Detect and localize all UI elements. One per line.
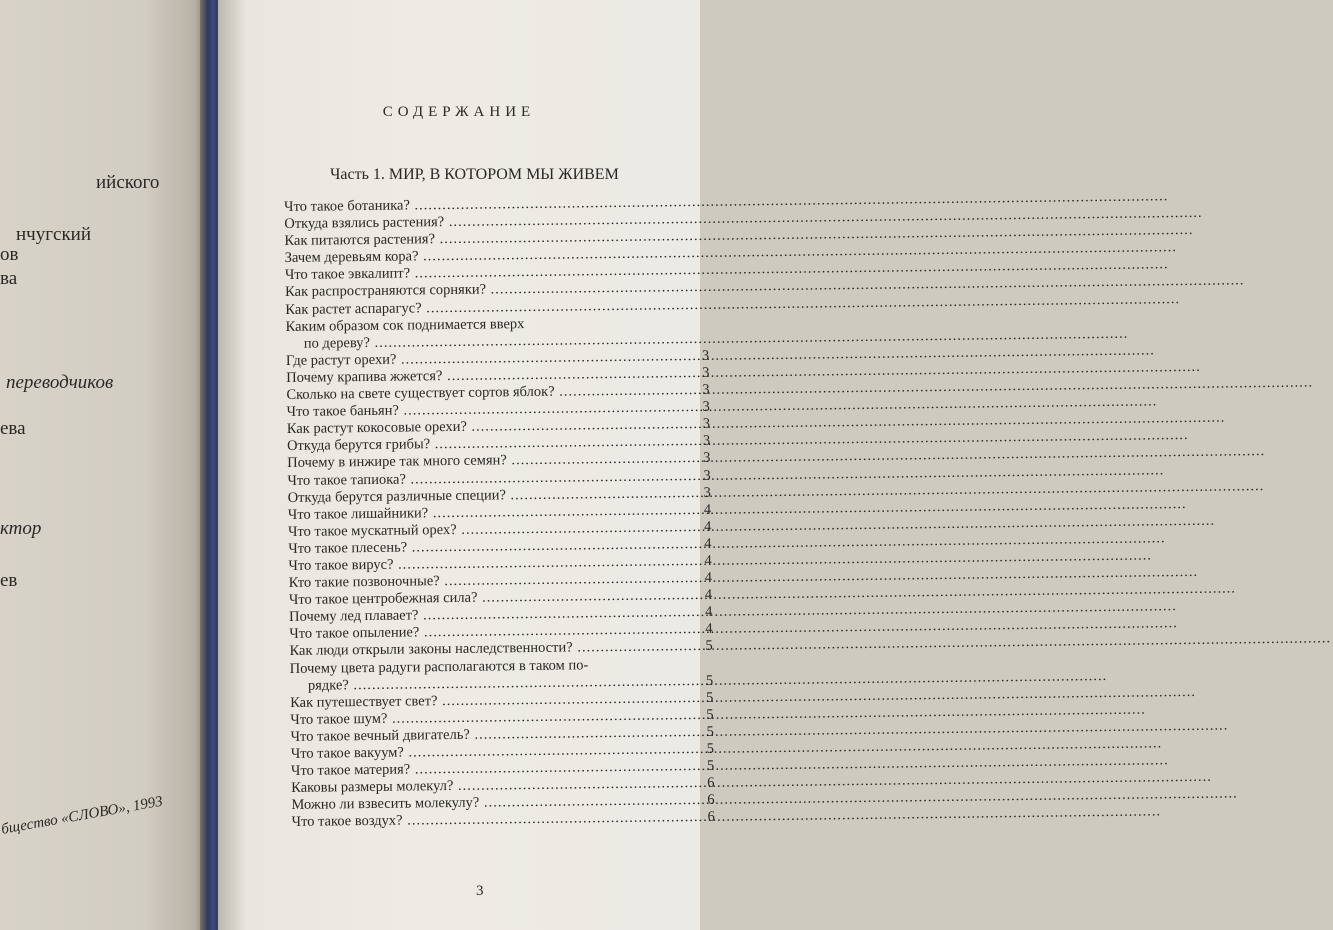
toc-list: [284, 194, 722, 832]
toc-entry-title: Кто такие позвоночные?: [288, 573, 440, 592]
toc-entry-title: Где растут орехи?: [285, 351, 397, 369]
left-fragment: ева: [0, 418, 26, 439]
toc-entry-page: 3: [702, 398, 710, 416]
toc-entry-title: рядке?: [307, 676, 349, 694]
toc-entry-title: Как путешествует свет?: [290, 692, 438, 711]
toc-entry-page: 4: [704, 535, 712, 552]
toc-entry-title: Почему в инжире так много семян?: [287, 452, 507, 472]
toc-entry-title: Откуда берутся грибы?: [286, 436, 431, 455]
toc-entry-title: Зачем деревьям кора?: [284, 248, 419, 267]
toc-entry-title: Что такое баньян?: [286, 402, 399, 421]
toc-entry-title: Что такое вирус?: [288, 556, 394, 574]
left-fragment: ийского: [96, 172, 160, 193]
toc-entry-title: Как распространяются сорняки?: [285, 282, 487, 301]
part-title: Часть 1. МИР, В КОТОРОМ МЫ ЖИВЕМ: [330, 166, 619, 183]
toc-entry-title: Почему лед плавает?: [289, 607, 419, 626]
toc-entry-page: 4: [705, 621, 713, 638]
toc-entry-page: 3: [702, 381, 710, 398]
toc-entry-page: 3: [703, 484, 711, 501]
toc-entry-title: Как растут кокосовые орехи?: [286, 419, 467, 438]
toc-entry-title: Что такое вечный двигатель?: [290, 726, 470, 745]
right-page: [218, 0, 715, 930]
toc-entry-page: 3: [703, 467, 711, 484]
toc-entry-title: Как питаются растения?: [284, 231, 436, 250]
imprint: бщество «СЛОВО», 1993: [0, 793, 165, 838]
toc-entry-title: Откуда берутся различные специи?: [287, 486, 506, 506]
toc-entry-page: 5: [706, 706, 714, 723]
left-fragment: переводчиков: [6, 372, 114, 393]
toc-entry-page: 3: [702, 433, 711, 450]
toc-entry-page: 3: [702, 364, 710, 381]
toc-entry-title: по дереву?: [303, 334, 371, 352]
toc-entry-title: Что такое тапиока?: [287, 471, 406, 489]
toc-entry-title: Сколько на свете существует сортов яблок?: [286, 383, 555, 404]
toc-entry-page: 3: [702, 416, 711, 433]
toc-entry-title: Каковы размеры молекул?: [291, 778, 454, 797]
toc-entry-title: Что такое плесень?: [288, 539, 408, 557]
toc-entry-page: 6: [707, 774, 715, 792]
toc-entry-page: 5: [706, 723, 714, 740]
toc-entry-page: 4: [704, 586, 713, 604]
page-number: 3: [476, 883, 484, 899]
toc-entry-title: Почему цвета радуги располагаются в таком по-: [289, 656, 589, 677]
toc-entry-page: 5: [705, 638, 713, 655]
toc-entry-title: Можно ли взвесить молекулу?: [291, 794, 480, 814]
toc-entry-title: Как люди открыли законы наследственности?: [289, 639, 573, 660]
toc-entry-page: 6: [707, 792, 715, 809]
toc-entry-title: Что такое материя?: [290, 761, 411, 780]
toc-entry-page: 3: [701, 347, 710, 364]
toc-entry-title: Что такое лишайники?: [287, 504, 429, 523]
toc-entry-page: 4: [704, 604, 713, 621]
toc-entry-page: 4: [704, 552, 712, 569]
toc-title: СОДЕРЖАНИЕ: [382, 104, 536, 120]
left-fragment: ов: [0, 244, 19, 265]
toc-entry-title: Что такое вакуум?: [290, 744, 404, 762]
left-fragment: нчугский: [16, 224, 92, 245]
toc-entry-title: Что такое центробежная сила?: [288, 589, 478, 609]
toc-entry-title: Что такое ботаника?: [284, 197, 410, 215]
toc-entry-page: 5: [706, 740, 715, 757]
toc-entry-title: Каким образом сок поднимается вверх: [285, 315, 525, 335]
toc-entry-title: Что такое мускатный орех?: [287, 521, 457, 540]
left-fragment: ва: [0, 268, 18, 289]
left-page: [0, 0, 205, 930]
toc-entry-page: 4: [703, 518, 712, 535]
toc-entry-title: Как растет аспарагус?: [285, 299, 422, 318]
toc-entry-title: Что такое шум?: [290, 710, 388, 728]
toc-entry-title: Что такое эвкалипт?: [284, 265, 411, 284]
toc-entry-title: Откуда взялись растения?: [284, 214, 445, 233]
toc-entry-title: Что такое опыление?: [289, 624, 420, 643]
toc-entry-page: 3: [703, 450, 711, 467]
toc-entry-page: 4: [704, 569, 713, 586]
toc-entry-title: Почему крапива жжется?: [286, 368, 443, 386]
toc-entry-title: Что такое воздух?: [291, 812, 403, 831]
toc-entry-page: 6: [707, 809, 715, 826]
toc-entry-page: 5: [706, 689, 714, 706]
toc-entry-page: 5: [705, 672, 714, 689]
left-fragment: ктор: [0, 518, 42, 539]
left-fragment: ев: [0, 570, 18, 591]
toc-entry-page: 5: [706, 757, 715, 774]
toc-entry-page: 4: [703, 501, 712, 518]
